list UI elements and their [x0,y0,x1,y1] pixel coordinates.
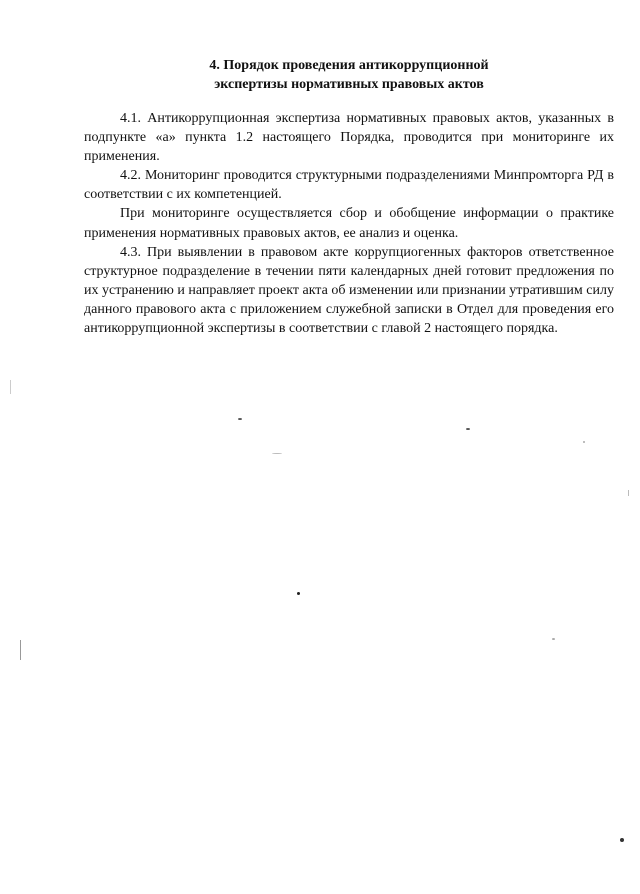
scan-speck [552,638,555,640]
scan-speck [272,453,282,454]
scan-speck [297,592,300,595]
scan-edge-mark [20,640,21,660]
scan-speck [620,838,624,842]
paragraph-4-3: 4.3. При выявлении в правовом акте коррупциогенных факторов ответственное структурное подразделение в течении пяти календарных дней готовит предложения по их устранению и направляет проект акта об изменении или признании утратившим силу данного правового акта с приложением служебной записки в Отдел для проведения его антикоррупционной экспертизы в соответствии с главой 2 настоящего порядка. [84,244,614,337]
scan-edge-mark [10,380,11,394]
section-heading [84,56,614,94]
scan-speck [238,418,242,420]
paragraph-4-2: 4.2. Мониторинг проводится структурными подразделениями Минпромторга РД в соответствии с их компетенцией. [84,168,614,203]
paragraph-4-1: 4.1. Антикоррупционная экспертиза нормативных правовых актов, указанных в подпункте «а» пункта 1.2 настоящего Порядка, проводится при мониторинге их применения. [84,111,614,165]
section-heading-line-2: экспертизы нормативных правовых актов [214,77,484,92]
document-body [84,109,614,338]
scan-speck [583,441,585,443]
paragraph-monitoring: При мониторинге осуществляется сбор и обобщение информации о практике применения нормативных правовых актов, ее анализ и оценка. [84,206,614,241]
section-heading-line-1: 4. Порядок проведения антикоррупционной [209,58,489,73]
scan-edge-mark [628,490,629,496]
scan-speck [466,428,470,430]
